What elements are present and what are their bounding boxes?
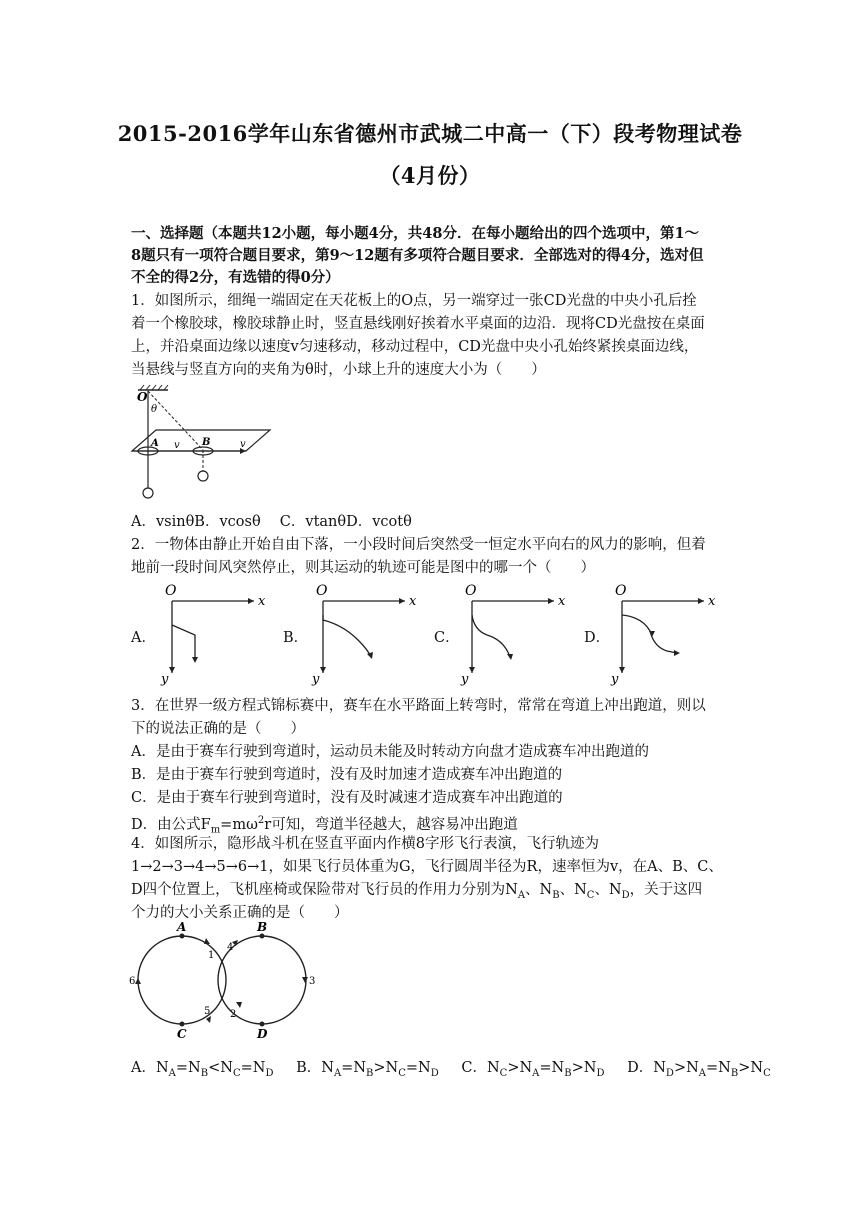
q4-label-4: 4 [227,942,234,953]
q4-ans-d-s7: C [763,1067,771,1079]
q4-ans-d-t6: >N [738,1060,764,1076]
q4-ans-d-s3: A [698,1067,707,1079]
section-header-line-2: 8题只有一项符合题目要求，第9～12题有多项符合题目要求．全部选对的得4分，选对但 [131,247,704,264]
q1-line-3: 上，并沿桌面边缘以速度v匀速移动，移动过程中，CD光盘中央小孔始终紧挨桌面边线， [131,339,699,355]
q4-ans-d-label: D． [627,1060,654,1076]
q3-option-a: A．是由于赛车行驶到弯道时，运动员未能及时转动方向盘才造成赛车冲出跑道的 [131,744,649,760]
q1-label-b: B [202,437,211,448]
q4-answer-options [131,1056,771,1079]
q4-ans-a-t0: N [155,1060,169,1076]
q4-ans-d-t4: =N [706,1060,731,1076]
page-title: 2015-2016学年山东省德州市武城二中高一（下）段考物理试卷 [117,121,743,146]
q4-ans-c-t2: >N [507,1060,533,1076]
q1-answer-options: A．vsinθB．vcosθ C．vtanθD．vcotθ [131,514,412,530]
q3d-sub: m [210,824,221,836]
q3d-mid: =mω [220,816,258,833]
q1-line-4: 当悬线与竖直方向的夹角为θ时，小球上升的速度大小为（ ） [131,362,546,378]
q4-ans-d-t2: >N [673,1060,699,1076]
q1-label-a: A [151,438,159,449]
q4-ans-d [627,1060,771,1079]
q4-ans-b [296,1060,439,1079]
q4-ans-c-t6: >N [571,1060,597,1076]
q4-ans-c-t0: N [486,1060,500,1076]
q4-ans-b-t4: >N [373,1060,399,1076]
q2c-x: x [558,594,566,609]
q4-label-5: 5 [204,1006,211,1017]
section-header-line-3: 不全的得2分，有选错的得0分） [131,269,340,286]
q3d-pre: D．由公式F [131,816,211,833]
q2a-y: y [161,672,169,687]
q2-figure-a [162,585,272,685]
q2-line-1: 2．一物体由静止开始自由下落，一小段时间后突然受一恒定水平向右的风力的影响，但着 [131,537,706,553]
q4-ans-c-label: C． [461,1060,487,1076]
q4-ans-a-s5: C [232,1067,241,1079]
q4-ans-a-t6: =N [240,1060,266,1076]
q2c-y: y [461,672,469,687]
q2-figure-c [462,585,572,685]
q4-label-2: 2 [230,1009,237,1020]
q4-l3-pre: D四个位置上，飞机座椅或保险带对飞行员的作用力分别为N [131,882,518,898]
q2-figure-b [313,585,423,685]
q1-label-theta: θ [151,404,158,415]
q1-label-v2: v [240,439,246,450]
q4-label-c: C [177,1027,187,1041]
q1-line-2: 着一个橡胶球，橡胶球静止时，竖直悬线刚好挨着水平桌面的边沿．现将CD光盘按在桌面 [131,316,705,332]
q4-l3-post: ，关于这四 [629,882,703,898]
q2-option-a-label: A． [131,630,156,646]
q4-l3-mid2: 、N [559,882,587,898]
q3-option-b: B．是由于赛车行驶到弯道时，没有及时加速才造成赛车冲出跑道的 [131,767,563,783]
q4-ans-a [131,1060,274,1079]
section-header-line-1: 一、选择题（本题共12小题，每小题4分，共48分．在每小题给出的四个选项中，第1～ [131,225,700,242]
q2-option-d-label: D． [584,630,611,646]
q3-line-2: 下的说法正确的是（ ） [131,721,305,737]
q4-line-4: 个力的大小关系正确的是（ ） [131,905,349,921]
q4-ans-a-t2: =N [175,1060,201,1076]
q4-ans-c-s3: A [532,1067,540,1079]
page-subtitle: （4月份） [379,163,481,188]
q4-ans-d-t0: N [653,1060,666,1076]
q4-ans-c-t4: =N [539,1060,565,1076]
q4-ans-a-s7: D [265,1067,274,1079]
q2a-x: x [258,594,266,609]
q3d-sup: 2 [257,815,265,826]
q4-ans-a-t4: <N [208,1060,233,1076]
q4-line-1: 4．如图所示，隐形战斗机在竖直平面内作横8字形飞行表演，飞行轨迹为 [131,836,599,852]
q1-label-v1: v [174,440,180,451]
q2d-y: y [611,672,619,687]
q4-sub-d: D [621,889,630,901]
q4-label-d: D [257,1027,268,1041]
q4-sub-b: B [552,889,560,901]
q4-ans-d-s5: B [730,1067,739,1079]
q4-label-6: 6 [129,976,136,987]
q4-ans-b-s5: C [398,1067,406,1079]
q2-option-b-label: B． [283,630,309,646]
q4-ans-a-label: A． [131,1060,156,1076]
q4-sub-c: C [586,889,595,901]
q2-figure-d [612,585,722,685]
q3-option-c: C．是由于赛车行驶到弯道时，没有及时减速才造成赛车冲出跑道的 [131,790,563,806]
q4-label-b: B [257,920,268,934]
q4-sub-a: A [517,889,526,901]
q4-label-a: A [177,920,187,934]
q1-line-1: 1．如图所示，细绳一端固定在天花板上的O点，另一端穿过一张CD光盘的中央小孔后拴 [131,293,697,309]
q4-ans-d-s1: D [665,1067,674,1079]
q4-ans-b-label: B． [296,1060,322,1076]
q4-ans-a-s3: B [200,1067,209,1079]
q2-line-2: 地前一段时间风突然停止，则其运动的轨迹可能是图中的哪一个（ ） [131,560,595,576]
q4-l3-mid: 、N [525,882,553,898]
q4-label-3: 3 [309,976,316,987]
q2b-y: y [312,672,320,687]
q2b-x: x [409,594,417,609]
q1-label-o: O [137,390,148,404]
q4-ans-a-s1: A [168,1067,176,1079]
q4-ans-b-s1: A [333,1067,342,1079]
q4-ans-b-s3: B [366,1067,374,1079]
q2a-o: O [165,583,177,599]
q2-option-c-label: C． [434,630,460,646]
q2d-o: O [615,583,627,599]
q2c-o: O [465,583,477,599]
q4-line-2: 1→2→3→4→5→6→1，如果飞行员体重为G，飞行圆周半径为R，速率恒为v，在A、B、C、 [131,859,723,875]
q1-figure [128,385,278,505]
q4-ans-b-t6: =N [405,1060,431,1076]
q2d-x: x [708,594,716,609]
q4-l3-mid3: 、N [594,882,622,898]
q4-ans-c-s1: C [499,1067,508,1079]
q4-ans-c [461,1060,605,1079]
q4-ans-c-s5: B [564,1067,572,1079]
q4-label-1: 1 [208,950,215,961]
q3-line-1: 3．在世界一级方程式锦标赛中，赛车在水平路面上转弯时，常常在弯道上冲出跑道，则以 [131,698,706,714]
q4-ans-b-t2: =N [341,1060,367,1076]
q3d-post: r可知，弯道半径越大，越容易冲出跑道 [264,816,518,833]
q4-ans-b-t0: N [321,1060,334,1076]
q4-figure [126,920,326,1041]
q2b-o: O [316,583,328,599]
q4-line-3 [131,880,731,906]
q4-ans-b-s7: D [430,1067,439,1079]
q4-ans-c-s7: D [596,1067,605,1079]
